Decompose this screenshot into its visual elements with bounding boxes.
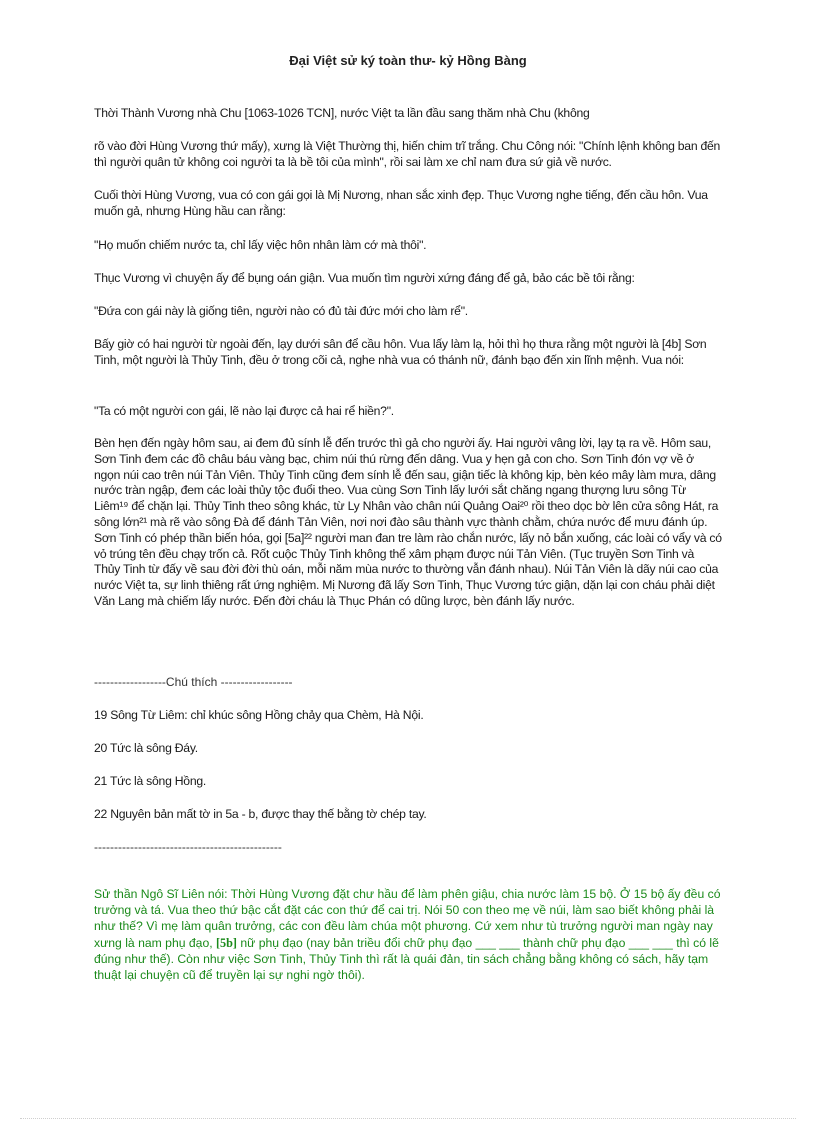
commentary-page-marker: [5b] (216, 935, 237, 950)
note-22: 22 Nguyên bản mất tờ in 5a - b, được thay thế bằng tờ chép tay. (94, 807, 427, 821)
commentary-ngo-si-lien (94, 886, 722, 983)
paragraph-vua-noi-quote: "Ta có một người con gái, lẽ nào lại được cả hai rể hiền?". (94, 404, 394, 418)
paragraph-main-story: Bèn hẹn đến ngày hôm sau, ai đem đủ sính lễ đến trước thì gả cho người ấy. Hai người vâng lời, lạy tạ ra về. Hôm sau, Sơn Tinh đem các đồ châu báu vàng bạc, chim núi thú rừng đến dâng. Vua y hẹn gả con cho. Sơn Tinh đón vợ về ở ngọn núi cao trên núi Tản Viên. Thủy Tinh cũng đem sính lễ đến sau, giận tiếc là không kịp, bèn kéo mây làm mưa, dâng nước tràn ngập, đem các loài thủy tộc đuổi theo. Vua cùng Sơn Tinh lấy lưới sắt chăng ngang thượng lưu sông Từ Liêm¹⁹ để chặn lại. Thủy Tinh theo sông khác, từ Ly Nhân vào chân núi Quảng Oai²⁰ rồi theo dọc bờ lên cửa sông Hát, ra sông lớn²¹ mà rẽ vào sông Đà để đánh Tản Viên, nơi nơi đào sâu thành vực thành chằm, chứa nước để mưu đánh úp. Sơn Tinh có phép thần biến hóa, gọi [5a]²² người man đan tre làm rào chắn nước, lấy nỏ bắn xuống, các loài có vẩy và có vỏ trúng tên đều chạy trốn cả. Rốt cuộc Thủy Tinh không thể xâm phạm được núi Tản Viên. (Tục truyền Sơn Tinh và Thủy Tinh từ đấy về sau đời đời thù oán, mỗi năm mùa nước to thường vẫn đánh nhau). Núi Tản Viên là dãy núi cao của nước Việt ta, sự linh thiêng rất ứng nghiệm. Mị Nương đã lấy Sơn Tinh, Thục Vương tức giận, dặn lại con cháu phải diệt Văn Lang mà chiếm lấy nước. Đến đời cháu là Thục Phán có dũng lược, bèn đánh lấy nước. (94, 436, 722, 608)
page-bottom-divider (20, 1118, 796, 1119)
paragraph-chu-cong: rõ vào đời Hùng Vương thứ mấy), xưng là Việt Thường thị, hiến chim trĩ trắng. Chu Công nói: "Chính lệnh không ban đến thì người quân tử không coi người ta là bề tôi của mình", rồi sai làm xe chỉ nam đưa sứ giả về nước. (94, 139, 721, 169)
paragraph-intro: Thời Thành Vương nhà Chu [1063-1026 TCN], nước Việt ta lần đầu sang thăm nhà Chu (không (94, 106, 590, 120)
document-title: Đại Việt sử ký toàn thư- kỷ Hồng Bàng (289, 53, 527, 68)
notes-header: ------------------Chú thích ------------------ (94, 675, 293, 689)
note-21: 21 Tức là sông Hồng. (94, 774, 207, 788)
paragraph-vua-quote: "Đứa con gái này là giống tiên, người nào có đủ tài đức mới cho làm rể". (94, 304, 468, 318)
commentary-text-before: Sử thần Ngô Sĩ Liên nói: Thời Hùng Vương đặt chư hầu để làm phên giậu, chia nước làm 15 bộ. Ở 15 bộ ấy đều có trưởng và tá. Vua theo thứ bậc cắt đặt các con thứ để cai trị. Nói 50 con theo mẹ về núi, làm sao biết không phải là như thế? Vì mẹ làm quân trưởng, các con đều làm chúa một phương. Cứ xem như tù trưởng người man ngày nay xưng là nam phụ đạo, (94, 887, 721, 950)
note-20: 20 Tức là sông Đáy. (94, 741, 198, 755)
paragraph-mi-nuong: Cuối thời Hùng Vương, vua có con gái gọi là Mị Nương, nhan sắc xinh đẹp. Thục Vương nghe tiếng, đến cầu hôn. Vua muốn gả, nhưng Hùng hầu can rằng: (94, 188, 708, 218)
note-19: 19 Sông Từ Liêm: chỉ khúc sông Hồng chảy qua Chèm, Hà Nội. (94, 708, 424, 722)
notes-footer-rule: ----------------------------------------------- (94, 840, 282, 854)
paragraph-son-tinh-thuy-tinh: Bấy giờ có hai người từ ngoài đến, lạy dưới sân để cầu hôn. Vua lấy làm lạ, hỏi thì họ thưa rằng một người là [4b] Sơn Tinh, một người là Thủy Tinh, đều ở trong cõi cả, nghe nhà vua có thánh nữ, đánh bạo đến xin lĩnh mệnh. Vua nói: (94, 337, 707, 367)
commentary-text-after: nữ phụ đạo (nay bản triều đổi chữ phụ đạo ___ ___ thành chữ phụ đạo ___ ___ thì có lẽ đúng như thế). Còn như việc Sơn Tinh, Thủy Tinh thì rất là quái đản, tin sách chẳng bằng không có sách, hãy tạm thuật lại chuyện cũ để truyền lại sự nghi ngờ thôi). (94, 935, 719, 983)
paragraph-thuc-vuong: Thục Vương vì chuyện ấy để bụng oán giận. Vua muốn tìm người xứng đáng để gả, bảo các bề tôi rằng: (94, 271, 635, 285)
paragraph-hung-hau-quote: "Họ muốn chiếm nước ta, chỉ lấy việc hôn nhân làm cớ mà thôi". (94, 238, 427, 252)
